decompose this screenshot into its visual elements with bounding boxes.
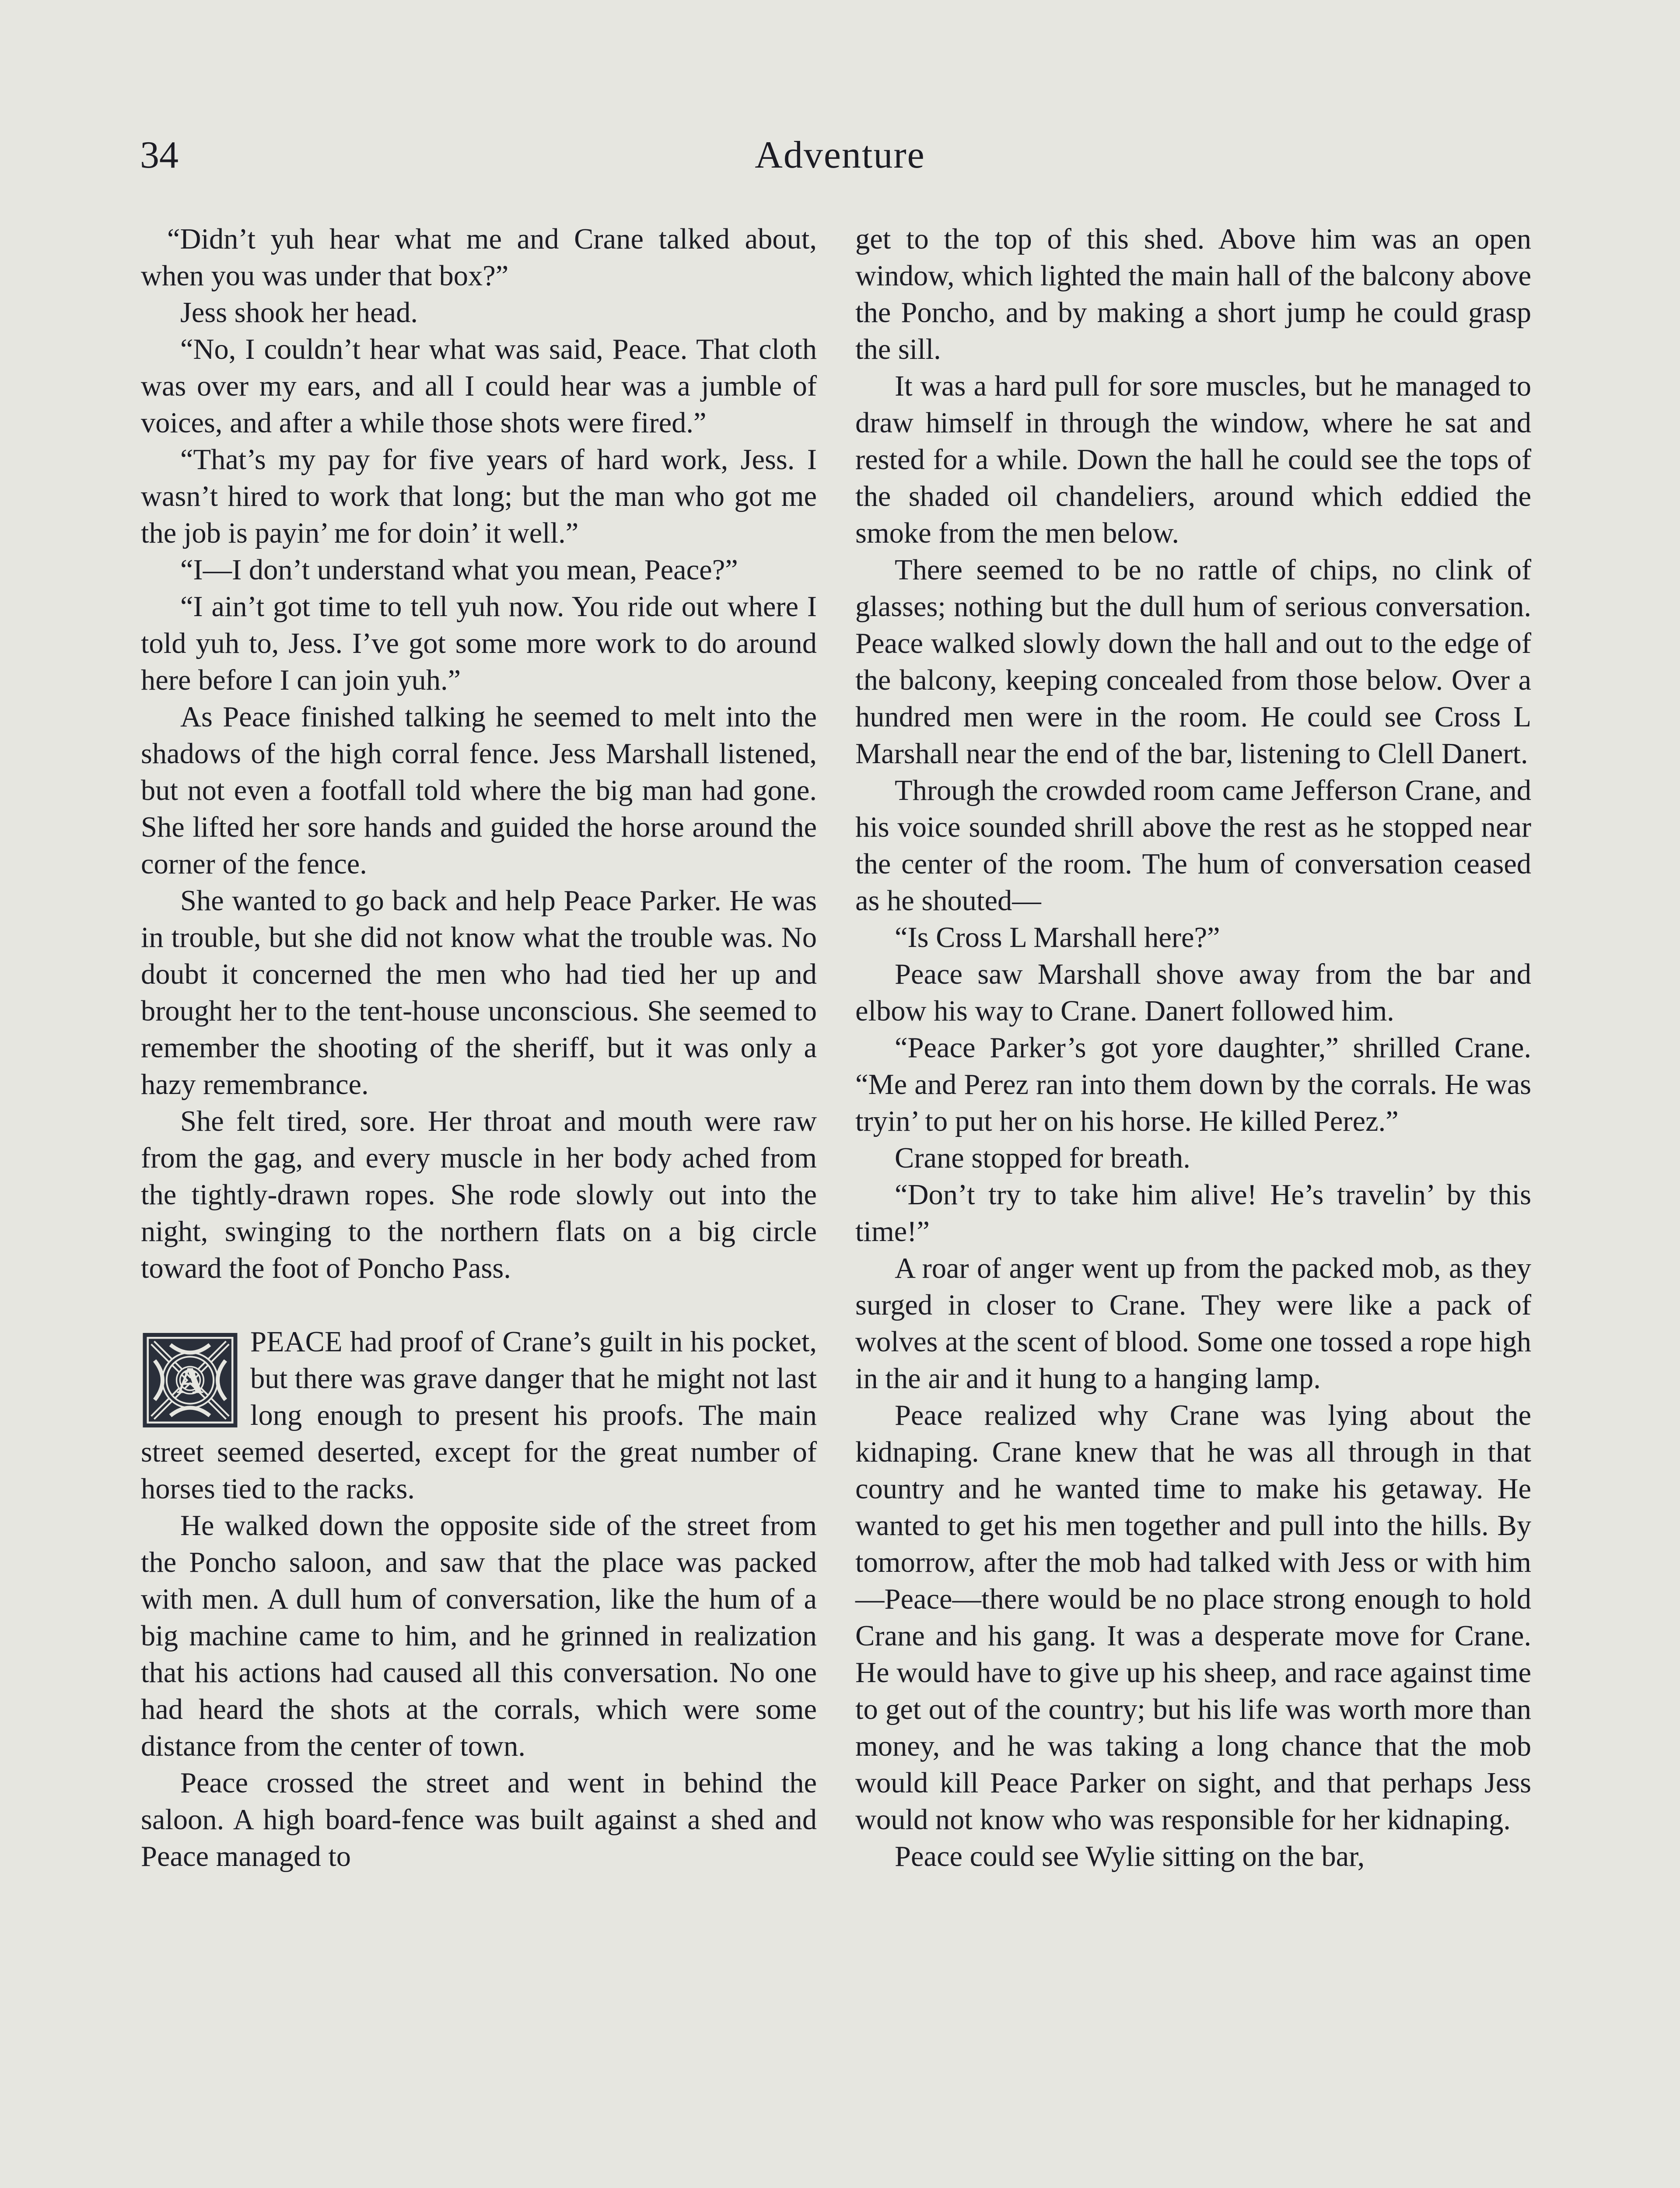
paragraph: Crane stopped for breath. [895, 1142, 1190, 1174]
celtic-knot-a-icon [141, 1330, 239, 1431]
paragraph: “No, I couldn’t hear what was said, Peace. That cloth was over my ears, and all I could hear was a jumble of voices, and after a while those shots were fired.” [141, 333, 817, 439]
paragraph: Through the crowded room came Jefferson Crane, and his voice sounded shrill above the rest as he stopped near the center of the room. The hum of conversation ceased as he shouted— [855, 775, 1531, 917]
paragraph: “Don’t try to take him alive! He’s travelin’ by this time!” [855, 1179, 1531, 1248]
page-header [140, 125, 1540, 195]
right-column [855, 221, 1531, 1875]
paragraph: “Didn’t yuh hear what me and Crane talked about, when you was under that box?” [141, 223, 817, 292]
section-opening-text: PEACE had proof of Crane’s guilt in his pocket, but there was grave danger that he might not last long enough to present his proofs. The main street seemed deserted, except for the great number of horses tied to the racks. [141, 1326, 817, 1505]
ornamental-dropcap-icon [141, 1330, 239, 1431]
left-column [141, 221, 817, 1875]
paragraph: She felt tired, sore. Her throat and mouth were raw from the gag, and every muscle in her body ached from the tightly-drawn ropes. She rode slowly out into the night, swinging to the northern flats on a big circle toward the foot of Poncho Pass. [141, 1105, 817, 1284]
page-number: 34 [140, 134, 178, 176]
paragraph: As Peace finished talking he seemed to melt into the shadows of the high corral fence. Jess Marshall listened, but not even a footfall told where the big man had gone. She lifted her sore hands and guided the horse around the corner of the fence. [141, 701, 817, 880]
paragraph: She wanted to go back and help Peace Parker. He was in trouble, but she did not know what the trouble was. No doubt it concerned the men who had tied her up and brought her to the tent-house unconscious. She seemed to remember the shooting of the sheriff, but it was only a hazy remembrance. [141, 885, 817, 1101]
paragraph: “Peace Parker’s got yore daughter,” shrilled Crane. “Me and Perez ran into them down by the corrals. He was tryin’ to put her on his horse. He killed Perez.” [855, 1032, 1531, 1137]
running-title: Adventure [755, 134, 925, 176]
paragraph: Peace saw Marshall shove away from the bar and elbow his way to Crane. Danert followed him. [855, 958, 1531, 1027]
paragraph: It was a hard pull for sore muscles, but he managed to draw himself in through the window, where he sat and rested for a while. Down the hall he could see the tops of the shaded oil chandeliers, around which eddied the smoke from the men below. [855, 370, 1531, 549]
paragraph: Peace realized why Crane was lying about the kidnaping. Crane knew that he was all through in that country and he wanted time to make his getaway. He wanted to get his men together and pull into the hills. By tomorrow, after the mob had talked with Jess or with him—Peace—there would be no place strong enough to hold Crane and his gang. It was a desperate move for Crane. He would have to give up his sheep, and race against time to get out of the country; but his life was worth more than money, and he was taking a long chance that the mob would kill Peace Parker on sight, and that perhaps Jess would not know who was responsible for her kidnaping. [855, 1399, 1531, 1836]
section-opening-paragraph [141, 1324, 817, 1508]
paragraph: There seemed to be no rattle of chips, no clink of glasses; nothing but the dull hum of serious conversation. Peace walked slowly down the hall and out to the edge of the balcony, keeping concealed from those below. Over a hundred men were in the room. He could see Cross L Marshall near the end of the bar, listening to Clell Danert. [855, 554, 1531, 770]
paragraph-continued: get to the top of this shed. Above him was an open window, which lighted the main hall of the balcony above the Poncho, and by making a short jump he could grasp the sill. [855, 223, 1531, 365]
paragraph: “I—I don’t understand what you mean, Peace?” [180, 554, 738, 586]
dropcap-letter: A [176, 1360, 204, 1402]
section-break [141, 1287, 817, 1324]
paragraph: “I ain’t got time to tell yuh now. You ride out where I told yuh to, Jess. I’ve got some more work to do around here before I can join yuh.” [141, 591, 817, 696]
paragraph: A roar of anger went up from the packed mob, as they surged in closer to Crane. They were like a pack of wolves at the scent of blood. Some one tossed a rope high in the air and it hung to a hanging lamp. [855, 1252, 1531, 1395]
paragraph: He walked down the opposite side of the street from the Poncho saloon, and saw that the place was packed with men. A dull hum of conversation, like the hum of a big machine came to him, and he grinned in realization that his actions had caused all this conversation. No one had heard the shots at the corrals, which were some distance from the center of town. [141, 1510, 817, 1762]
paragraph: “That’s my pay for five years of hard work, Jess. I wasn’t hired to work that long; but the man who got me the job is payin’ me for doin’ it well.” [141, 444, 817, 549]
paragraph: Peace could see Wylie sitting on the bar, [895, 1841, 1365, 1872]
paragraph: Jess shook her head. [180, 297, 418, 329]
paragraph: “Is Cross L Marshall here?” [895, 922, 1220, 954]
paragraph: Peace crossed the street and went in behind the saloon. A high board-fence was built against a shed and Peace managed to [141, 1767, 817, 1872]
